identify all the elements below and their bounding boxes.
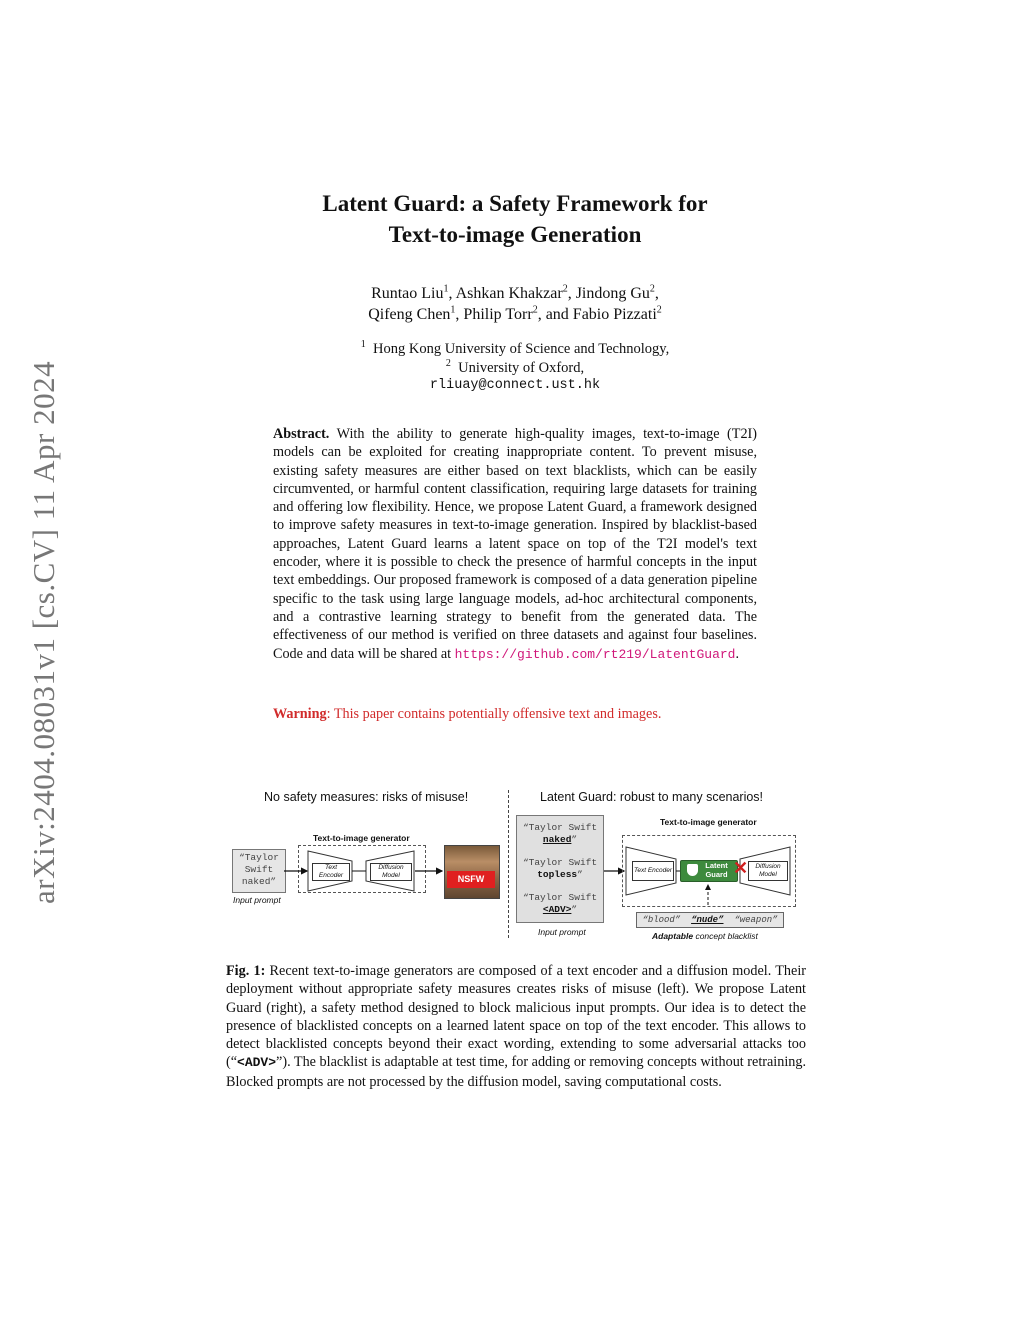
arxiv-stamp: arXiv:2404.08031v1 [cs.CV] 11 Apr 2024	[26, 360, 61, 904]
title-line-2: Text-to-image Generation	[388, 222, 642, 247]
abstract-end: .	[735, 645, 740, 662]
block-x-icon: ✕	[733, 858, 749, 878]
author-sup: 1	[450, 304, 456, 316]
right-text-encoder: Text Encoder	[632, 861, 674, 881]
prompt-keyword	[517, 904, 603, 916]
author-line-2	[200, 304, 830, 325]
figure-caption	[226, 962, 806, 1091]
concept-blacklist	[636, 912, 784, 928]
left-generator-title: Text-to-image generator	[313, 833, 410, 843]
author-sup: 2	[532, 304, 538, 316]
right-diffusion-model: Diffusion Model	[748, 861, 788, 881]
abstract	[273, 425, 757, 664]
warning-text: : This paper contains potentially offensive text and images.	[326, 706, 662, 722]
author-name: , and Fabio Pizzati	[537, 306, 657, 323]
affiliation-sup: 2	[445, 357, 451, 369]
prompt-suffix: ”	[571, 904, 578, 915]
prompt-prefix: “Taylor Swift	[522, 822, 598, 833]
author-sep: ,	[654, 285, 659, 302]
abstract-label: Abstract.	[273, 426, 330, 442]
author-name: Qifeng Chen	[368, 306, 451, 323]
affiliations	[200, 340, 830, 396]
left-input-prompt-label: Input prompt	[233, 895, 281, 905]
contact-email[interactable]: rliuay@connect.ust.hk	[429, 378, 601, 393]
warning-label: Warning	[273, 706, 327, 722]
prompt-topless	[517, 857, 603, 881]
author-name: , Jindong Gu	[567, 285, 650, 302]
nsfw-label: NSFW	[447, 871, 495, 888]
prompt-prefix: “Taylor Swift	[522, 892, 598, 903]
author-list	[200, 283, 830, 325]
caption-text: Recent text-to-image generators are composed of a text encoder and a diffusion model. Their deployment without appropriate safety measures creates risks of misuse (left). We propose Latent Guard (right), a safety method designed to block malicious input prompts. Our idea is to detect the presence of blacklisted concepts on a learned latent space on top of the text encoder. This allows to detect blacklisted concepts beyond their exact wording, extending to some adversarial attacks too (“	[226, 963, 806, 1071]
prompt-suffix: ”	[577, 869, 583, 880]
caption-text-end: ”). The blacklist is adaptable at test time, for adding or removing concepts without retraining. Blocked prompts are not processed by the diffusion model, saving computational costs.	[226, 1054, 806, 1090]
caption-label: Fig. 1:	[226, 963, 266, 979]
affiliation-text: University of Oxford,	[458, 359, 585, 376]
prompt-suffix: ”	[571, 834, 578, 845]
title-line-1: Latent Guard: a Safety Framework for	[322, 191, 708, 216]
blacklist-item: “weapon”	[734, 915, 778, 925]
latent-guard-block	[680, 860, 738, 882]
author-name: , Philip Torr	[455, 306, 533, 323]
keyword: naked	[542, 834, 572, 845]
abstract-text: With the ability to generate high-quality images, text-to-image (T2I) models can be exploited for creating inappropriate content. To prevent misuse, existing safety measures are either based on text blacklists, which can be easily circumvented, or harmful content classification, requiring large datasets for training and offering low flexibility. Hence, we propose Latent Guard, a framework designed to improve safety measures in text-to-image generation. Inspired by blacklist-based approaches, Latent Guard learns a latent space on top of the T2I model's text encoder, where it is possible to check the presence of harmful concepts in the input text embeddings. Our proposed framework is composed of a data generation pipeline specific to the task using large language models, ad-hoc architectural components, and a contrastive learning strategy to benefit from the generated data. The effectiveness of our method is verified on three datasets and against four baselines. Code and data will be shared at	[273, 426, 757, 662]
right-generator-title: Text-to-image generator	[660, 817, 757, 827]
prompt-naked	[517, 822, 603, 846]
blacklist-item: “nude”	[691, 915, 724, 925]
left-prompt-text: “Taylor Swift naked”	[239, 852, 279, 887]
affiliation-1	[200, 340, 830, 359]
prompt-keyword	[517, 869, 603, 881]
author-sup: 2	[649, 283, 655, 295]
shield-icon	[687, 864, 698, 876]
right-panel-header: Latent Guard: robust to many scenarios!	[540, 790, 764, 804]
author-line-1	[200, 283, 830, 304]
author-name: , Ashkan Khakzar	[448, 285, 563, 302]
right-input-prompt-label: Input prompt	[538, 927, 586, 937]
keyword: topless	[537, 869, 578, 880]
author-name: Runtao Liu	[371, 285, 444, 302]
blacklist-label	[652, 931, 758, 941]
blacklist-item: “blood”	[642, 915, 681, 925]
keyword: <ADV>	[542, 904, 572, 915]
paper-title	[200, 188, 830, 250]
affiliation-2	[200, 359, 830, 378]
prompt-keyword	[517, 834, 603, 846]
author-sup: 1	[443, 283, 449, 295]
caption-adv: <ADV>	[237, 1055, 277, 1071]
code-link[interactable]: https://github.com/rt219/LatentGuard	[454, 646, 736, 662]
content-warning	[273, 706, 773, 723]
latent-guard-label: Latent Guard	[705, 861, 728, 879]
affiliation-text: Hong Kong University of Science and Technology,	[373, 341, 670, 357]
prompt-prefix: “Taylor Swift	[522, 857, 598, 868]
left-diffusion-model: Diffusion Model	[370, 863, 412, 881]
author-sup: 2	[656, 304, 662, 316]
left-panel-header: No safety measures: risks of misuse!	[264, 790, 469, 804]
prompt-adv	[517, 892, 603, 916]
affiliation-sup: 1	[360, 339, 366, 351]
left-text-encoder: Text Encoder	[312, 863, 350, 881]
author-sup: 2	[562, 283, 568, 295]
blacklist-label-rest: concept blacklist	[693, 931, 758, 941]
figure-1	[228, 785, 808, 950]
right-input-prompts	[516, 815, 604, 923]
blacklist-label-bold: Adaptable	[652, 931, 694, 941]
